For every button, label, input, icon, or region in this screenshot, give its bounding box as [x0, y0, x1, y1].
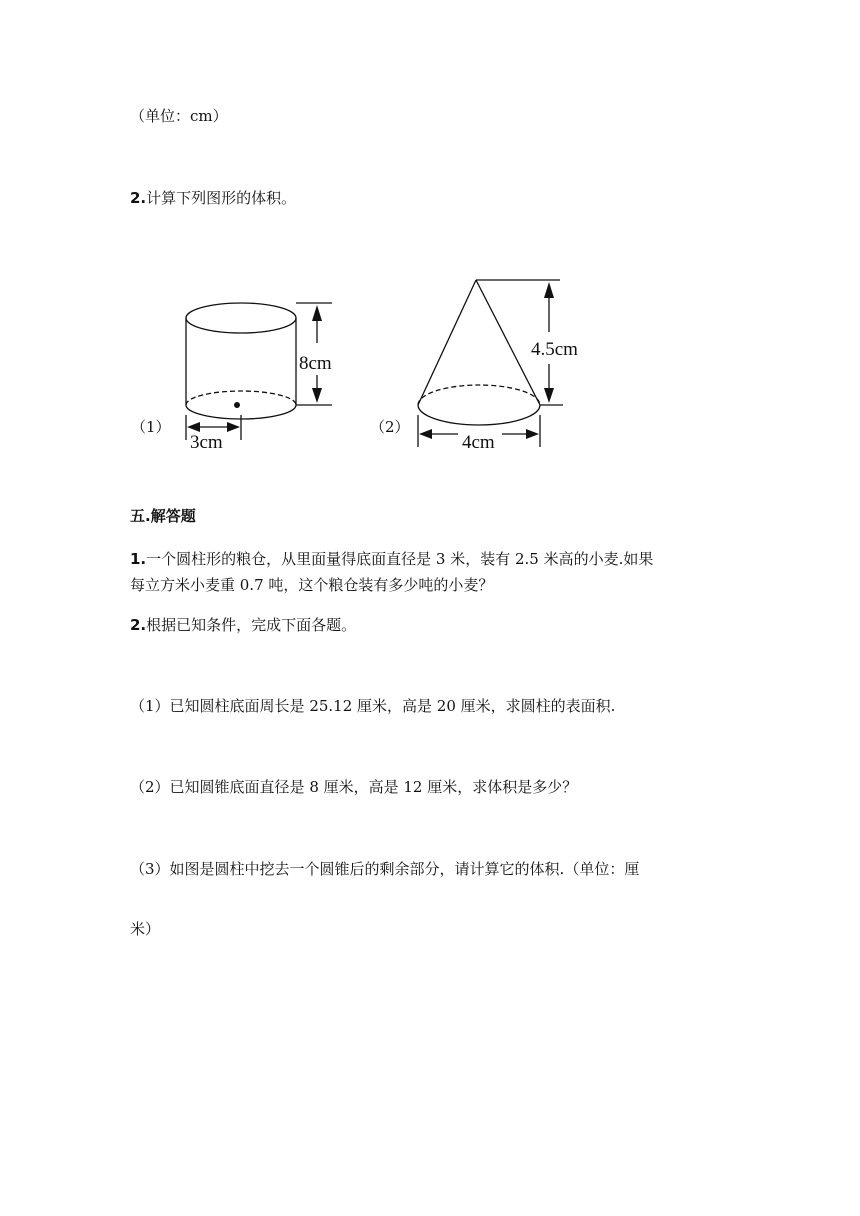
question-number: 1.: [130, 550, 147, 568]
question-text: 根据已知条件，完成下面各题。: [146, 616, 357, 634]
figure-1-label: （1）: [131, 418, 171, 436]
cone-figure: [418, 280, 563, 447]
question-number: 2.: [130, 189, 147, 207]
cone-diameter-label: 4cm: [462, 432, 495, 453]
question-text: 一个圆柱形的粮仓，从里面量得底面直径是 3 米，装有 2.5 米高的小麦.如果: [146, 550, 654, 568]
cone-height-arrow-up-head: [544, 282, 554, 298]
sub-question-3-line-2: 米）: [130, 920, 161, 938]
cylinder-bottom-back-arc: [186, 391, 296, 405]
section-5-question-1-line-1: [130, 549, 653, 569]
cone-height-arrow-down-head: [544, 388, 554, 403]
cone-left-side: [418, 280, 476, 405]
unit-note: （单位：cm）: [130, 107, 228, 125]
cone-base-front-arc: [418, 405, 540, 425]
sub-question-1: （1）已知圆柱底面周长是 25.12 厘米，高是 20 厘米，求圆柱的表面积.: [130, 697, 616, 715]
section-5-question-1-line-2: 每立方米小麦重 0.7 吨，这个粮仓装有多少吨的小麦？: [130, 576, 494, 594]
cylinder-radius-arrow-left: [187, 422, 200, 432]
sub-question-2: （2）已知圆锥底面直径是 8 厘米，高是 12 厘米，求体积是多少？: [130, 778, 578, 796]
question-text: 计算下列图形的体积。: [146, 189, 297, 207]
sub-question-3-line-1: （3）如图是圆柱中挖去一个圆锥后的剩余部分，请计算它的体积.（单位：厘: [130, 860, 640, 878]
cylinder-height-arrow-down-head: [312, 388, 322, 403]
cylinder-top-ellipse: [186, 303, 296, 333]
cone-height-label: 4.5cm: [531, 339, 578, 360]
section-5-question-2: [130, 615, 356, 635]
cone-base-back-arc: [418, 385, 540, 405]
volume-figures: [0, 0, 860, 480]
question-number: 2.: [130, 616, 147, 634]
cone-diameter-arrow-left: [419, 429, 432, 439]
cone-diameter-arrow-right: [526, 429, 539, 439]
cylinder-height-arrow-up-head: [312, 305, 322, 321]
cylinder-radius-arrow-right: [227, 422, 240, 432]
section-5-heading: 五.解答题: [130, 507, 196, 525]
cylinder-radius-label: 3cm: [190, 432, 223, 453]
figure-2-label: （2）: [370, 418, 410, 436]
cylinder-center-dot: [234, 402, 240, 408]
cylinder-height-label: 8cm: [299, 353, 332, 374]
